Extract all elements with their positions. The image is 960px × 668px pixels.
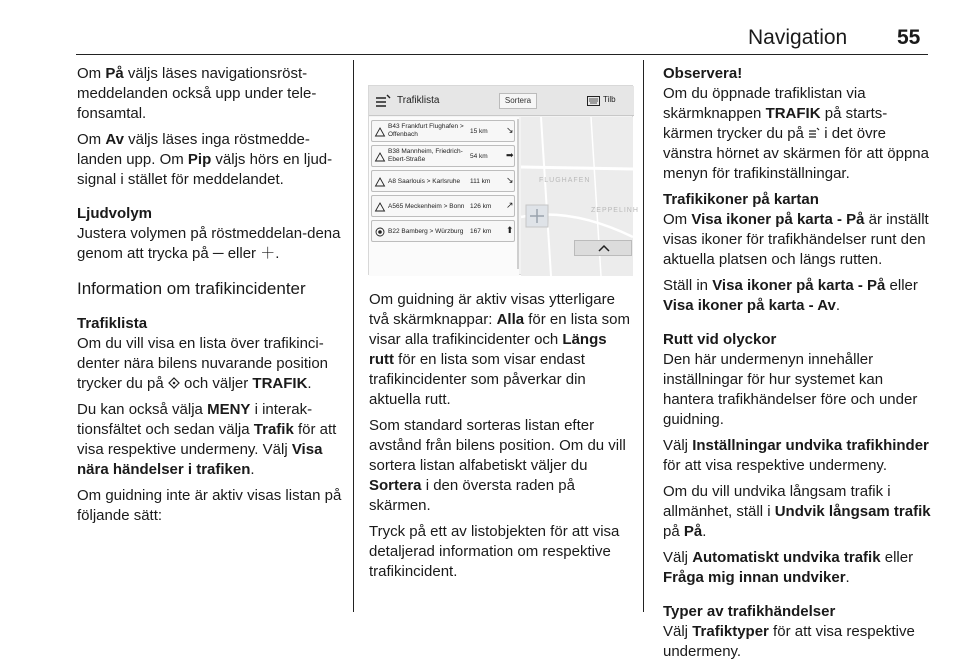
traffic-row[interactable]: B38 Mannheim, Friedrich-Ebert-Straße 54 km ➡ — [371, 145, 515, 167]
paragraph-trafiklista: Om du vill visa en lista över trafikinci-denter nära bilens nuvarande position trycker du på och väljer TRAFIK. — [77, 335, 329, 392]
paragraph-sorting: Som standard sorteras listan efter avstånd från bilens position. Om du vill sortera listan alfabetiskt väljer du Sortera i den översta raden på skärmen. — [369, 417, 626, 514]
paragraph-ljudvolym: Justera volymen på röstmeddelan-dena genom att trycka på ─ eller ＋. — [77, 225, 341, 262]
map-label: ZEPPELINH — [591, 207, 639, 214]
note-heading: Observera! — [663, 65, 743, 82]
heading-ljudvolym: Ljudvolym — [77, 205, 153, 222]
traffic-row[interactable]: A565 Meckenheim > Bonn 126 km ↗ — [371, 195, 515, 217]
paragraph-icons-2: Ställ in Visa ikoner på karta - På eller Visa ikoner på karta - Av. — [663, 277, 918, 314]
paragraph-details: Tryck på ett av listobjekten för att visa detaljerad information om respektive trafikincident. — [369, 523, 620, 580]
menu-settings-icon — [808, 127, 820, 139]
traffic-incident-list — [369, 117, 519, 276]
paragraph-pa: Om På väljs läses navigationsröst-meddelanden också upp under tele-fonsamtal. — [77, 65, 317, 122]
paragraph-traffic-types: Välj Trafiktyper för att visa respektive undermeny. — [663, 623, 915, 660]
paragraph-av: Om Av väljs läses inga röstmedde-landen upp. Om Pip väljs hörs en ljud-signal i stället för meddelandet. — [77, 131, 333, 188]
screen-top-bar — [369, 86, 634, 116]
column-divider-1 — [353, 60, 354, 612]
map-label: FLUGHAFEN — [539, 177, 591, 184]
warning-triangle-icon — [375, 127, 385, 137]
paragraph-active-guidance: Om guidning är aktiv visas ytterligare två skärmknappar: Alla för en lista som visar alla trafikincidenter och Längs rutt för en lista som visar endast trafikincidenter som påverkar din aktuella rutt. — [369, 291, 630, 408]
paragraph-rutt-4: Välj Automatiskt undvika trafik eller Fråga mig innan undviker. — [663, 549, 914, 586]
direction-arrow-icon: ➡ — [506, 150, 514, 160]
column-2 — [369, 290, 635, 588]
column-1 — [77, 64, 347, 532]
back-button[interactable]: Tilb — [603, 95, 616, 104]
traffic-row[interactable]: B22 Bamberg > Würzburg 167 km ⬆ — [371, 220, 515, 242]
column-divider-2 — [643, 60, 644, 612]
page-header-title: Navigation — [748, 26, 848, 49]
roadwork-icon — [375, 227, 385, 237]
direction-arrow-icon: ↘ — [506, 125, 514, 135]
header-rule — [76, 54, 928, 55]
paragraph-rutt-3: Om du vill undvika långsam trafik i allmänhet, ställ i Undvik långsam trafik på På. — [663, 483, 931, 540]
section-heading: Information om trafikincidenter — [77, 279, 306, 298]
collapse-button[interactable] — [574, 240, 632, 256]
menu-settings-icon — [375, 94, 391, 108]
paragraph-rutt-1: Den här undermenyn innehåller inställningar för hur systemet kan hantera trafikhändelser före och under guidning. — [663, 351, 918, 428]
direction-arrow-icon: ↘ — [506, 175, 514, 185]
note-text: Om du öppnade trafiklistan via skärmknappen TRAFIK på starts-kärmen trycker du på i det övre vänstra hörnet av skärmen för att öppna menyn för trafikinställningar. — [663, 85, 929, 182]
warning-triangle-icon — [375, 202, 385, 212]
heading-traffic-icons: Trafikikoner på kartan — [663, 191, 819, 208]
sort-button[interactable]: Sortera — [499, 93, 537, 109]
traffic-row[interactable]: A8 Saarlouis > Karlsruhe 111 km ↘ — [371, 170, 515, 192]
page-number: 55 — [897, 26, 921, 49]
column-3 — [663, 64, 931, 668]
heading-trafiklista: Trafiklista — [77, 315, 148, 332]
heading-traffic-types: Typer av trafikhändelser — [663, 603, 836, 620]
chevron-up-icon — [598, 244, 610, 252]
navigation-target-icon — [168, 377, 180, 389]
traffic-list-screenshot — [368, 85, 639, 275]
direction-arrow-icon: ⬆ — [506, 225, 514, 235]
traffic-row[interactable]: B43 Frankfurt Flughafen > Offenbach 15 km ↘ — [371, 120, 515, 142]
screen-title: Trafiklista — [397, 95, 440, 106]
paragraph-meny: Du kan också välja MENY i interak-tionsfältet och sedan välja Trafik för att visa respektive undermeny. Välj Visa nära händelser i trafiken. — [77, 401, 337, 478]
direction-arrow-icon: ↗ — [506, 200, 514, 210]
warning-triangle-icon — [375, 177, 385, 187]
list-scrollbar[interactable] — [517, 119, 519, 269]
warning-triangle-icon — [375, 152, 385, 162]
paragraph-inactive-guidance: Om guidning inte är aktiv visas listan på följande sätt: — [77, 487, 342, 524]
keyboard-icon — [587, 96, 600, 106]
heading-rutt-vid-olyckor: Rutt vid olyckor — [663, 331, 777, 348]
paragraph-icons-1: Om Visa ikoner på karta - På är inställt visas ikoner för trafikhändelser runt den aktuella platsen och längs rutten. — [663, 211, 929, 268]
paragraph-rutt-2: Välj Inställningar undvika trafikhinder för att visa respektive undermeny. — [663, 437, 929, 474]
